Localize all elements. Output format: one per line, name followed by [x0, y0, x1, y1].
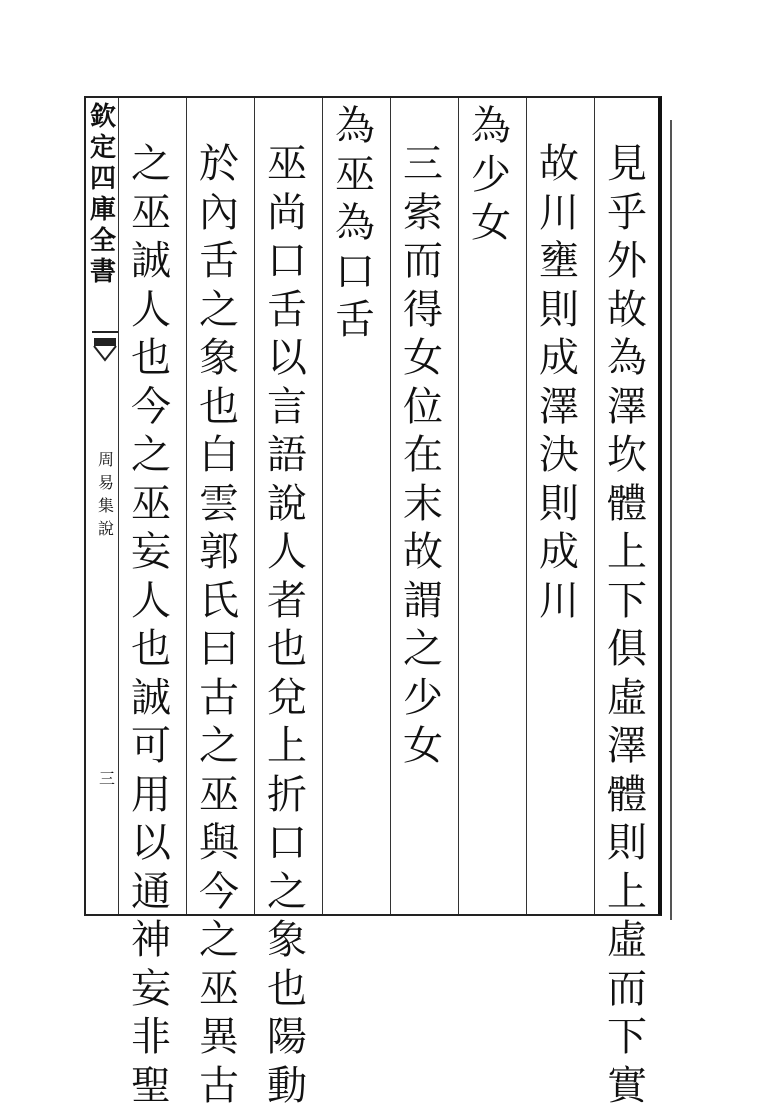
- title-char: 庫: [90, 195, 116, 226]
- text-char: 故: [396, 528, 450, 577]
- text-char: 壅: [532, 237, 586, 286]
- text-char: 以: [260, 334, 314, 383]
- text-char: 聖: [124, 1062, 178, 1110]
- text-char: 也: [192, 383, 246, 432]
- text-char: 巫: [124, 189, 178, 238]
- text-char: 下: [600, 1013, 654, 1062]
- text-char: 而: [396, 237, 450, 286]
- text-char: 三: [396, 140, 450, 189]
- text-char: 末: [396, 480, 450, 529]
- text-char: 人: [260, 528, 314, 577]
- column-divider: [186, 98, 187, 914]
- text-char: 也: [124, 334, 178, 383]
- text-char: 川: [532, 189, 586, 238]
- text-char: 動: [260, 1062, 314, 1110]
- text-char: 在: [396, 431, 450, 480]
- text-char: 川: [532, 577, 586, 626]
- text-char: 誠: [124, 237, 178, 286]
- text-char: 人: [124, 577, 178, 626]
- page-number: 三: [97, 766, 117, 789]
- text-char: 舌: [328, 296, 382, 345]
- text-char: 也: [260, 625, 314, 674]
- text-char: 象: [192, 334, 246, 383]
- text-char: 雲: [192, 480, 246, 529]
- text-char: 今: [124, 383, 178, 432]
- text-char: 曰: [192, 625, 246, 674]
- text-char: 之: [192, 916, 246, 965]
- text-char: 澤: [532, 383, 586, 432]
- text-char: 女: [396, 334, 450, 383]
- section-title: [96, 448, 116, 540]
- column-divider: [594, 98, 595, 914]
- text-char: 巫: [192, 965, 246, 1014]
- text-char: 成: [532, 528, 586, 577]
- text-char: 成: [532, 334, 586, 383]
- text-char: 妄: [124, 965, 178, 1014]
- column-divider: [526, 98, 527, 914]
- text-char: 決: [532, 431, 586, 480]
- text-char: 則: [600, 819, 654, 868]
- text-char: 者: [260, 577, 314, 626]
- text-char: 兌: [260, 674, 314, 723]
- text-column-5-heading: [328, 102, 382, 345]
- text-char: 故: [532, 140, 586, 189]
- text-char: 澤: [600, 722, 654, 771]
- text-char: 上: [260, 722, 314, 771]
- text-column-4: [396, 140, 450, 771]
- title-char: 欽: [90, 102, 116, 133]
- text-char: 人: [124, 286, 178, 335]
- text-char: 口: [260, 237, 314, 286]
- text-char: 古: [192, 1062, 246, 1110]
- text-char: 口: [260, 819, 314, 868]
- text-char: 俱: [600, 625, 654, 674]
- title-char: 全: [90, 226, 116, 257]
- text-char: 乎: [600, 189, 654, 238]
- text-char: 神: [124, 916, 178, 965]
- text-char: 說: [260, 480, 314, 529]
- text-char: 虛: [600, 916, 654, 965]
- text-char: 妄: [124, 528, 178, 577]
- text-char: 巫: [124, 480, 178, 529]
- fishtail-mark-icon: [92, 330, 118, 370]
- text-char: 下: [600, 577, 654, 626]
- text-char: 上: [600, 868, 654, 917]
- text-column-2: [532, 140, 586, 625]
- text-char: 之: [396, 625, 450, 674]
- text-column-1: [600, 140, 654, 1110]
- text-char: 則: [532, 286, 586, 335]
- text-char: 為: [464, 102, 518, 151]
- text-char: 也: [260, 965, 314, 1014]
- text-char: 象: [260, 916, 314, 965]
- text-char: 舌: [260, 286, 314, 335]
- text-char: 舌: [192, 237, 246, 286]
- column-divider: [254, 98, 255, 914]
- text-char: 於: [192, 140, 246, 189]
- text-char: 內: [192, 189, 246, 238]
- text-char: 白: [192, 431, 246, 480]
- text-char: 體: [600, 771, 654, 820]
- text-char: 為: [600, 334, 654, 383]
- text-char: 外: [600, 237, 654, 286]
- text-char: 也: [124, 625, 178, 674]
- title-char: 書: [90, 257, 116, 288]
- text-char: 之: [124, 431, 178, 480]
- text-char: 與: [192, 819, 246, 868]
- text-char: 故: [600, 286, 654, 335]
- text-char: 非: [124, 1013, 178, 1062]
- text-char: 為: [328, 102, 382, 151]
- text-char: 通: [124, 868, 178, 917]
- text-char: 可: [124, 722, 178, 771]
- text-char: 而: [600, 965, 654, 1014]
- text-char: 異: [192, 1013, 246, 1062]
- text-char: 實: [600, 1062, 654, 1110]
- subtitle-char: 集: [98, 494, 114, 517]
- title-char: 定: [90, 133, 116, 164]
- text-char: 之: [260, 868, 314, 917]
- text-char: 索: [396, 189, 450, 238]
- text-char: 少: [396, 674, 450, 723]
- text-char: 之: [124, 140, 178, 189]
- text-char: 謂: [396, 577, 450, 626]
- text-column-6: [260, 140, 314, 1110]
- text-column-8: [124, 140, 178, 1110]
- text-char: 語: [260, 431, 314, 480]
- text-char: 為: [328, 199, 382, 248]
- text-column-7: [192, 140, 246, 1110]
- subtitle-char: 說: [98, 517, 114, 540]
- text-char: 折: [260, 771, 314, 820]
- text-char: 少: [464, 151, 518, 200]
- text-char: 巫: [328, 151, 382, 200]
- text-char: 言: [260, 383, 314, 432]
- text-char: 體: [600, 480, 654, 529]
- text-char: 之: [192, 286, 246, 335]
- column-divider: [118, 98, 119, 914]
- text-char: 女: [464, 199, 518, 248]
- text-char: 見: [600, 140, 654, 189]
- text-char: 巫: [260, 140, 314, 189]
- text-char: 以: [124, 819, 178, 868]
- text-char: 則: [532, 480, 586, 529]
- text-char: 澤: [600, 383, 654, 432]
- text-char: 今: [192, 868, 246, 917]
- text-char: 郭: [192, 528, 246, 577]
- text-char: 虛: [600, 674, 654, 723]
- title-char: 四: [90, 164, 116, 195]
- text-char: 用: [124, 771, 178, 820]
- text-char: 尚: [260, 189, 314, 238]
- column-divider: [322, 98, 323, 914]
- text-char: 之: [192, 722, 246, 771]
- text-column-3-heading: [464, 102, 518, 248]
- subtitle-char: 周: [98, 448, 114, 471]
- text-char: 上: [600, 528, 654, 577]
- book-title: [88, 102, 118, 288]
- text-char: 氏: [192, 577, 246, 626]
- outer-binding-line: [670, 120, 672, 920]
- text-char: 女: [396, 722, 450, 771]
- column-divider: [458, 98, 459, 914]
- text-char: 得: [396, 286, 450, 335]
- text-char: 古: [192, 674, 246, 723]
- text-char: 口: [328, 248, 382, 297]
- column-divider: [390, 98, 391, 914]
- text-char: 巫: [192, 771, 246, 820]
- text-char: 位: [396, 383, 450, 432]
- text-char: 坎: [600, 431, 654, 480]
- text-char: 陽: [260, 1013, 314, 1062]
- subtitle-char: 易: [98, 471, 114, 494]
- text-char: 誠: [124, 674, 178, 723]
